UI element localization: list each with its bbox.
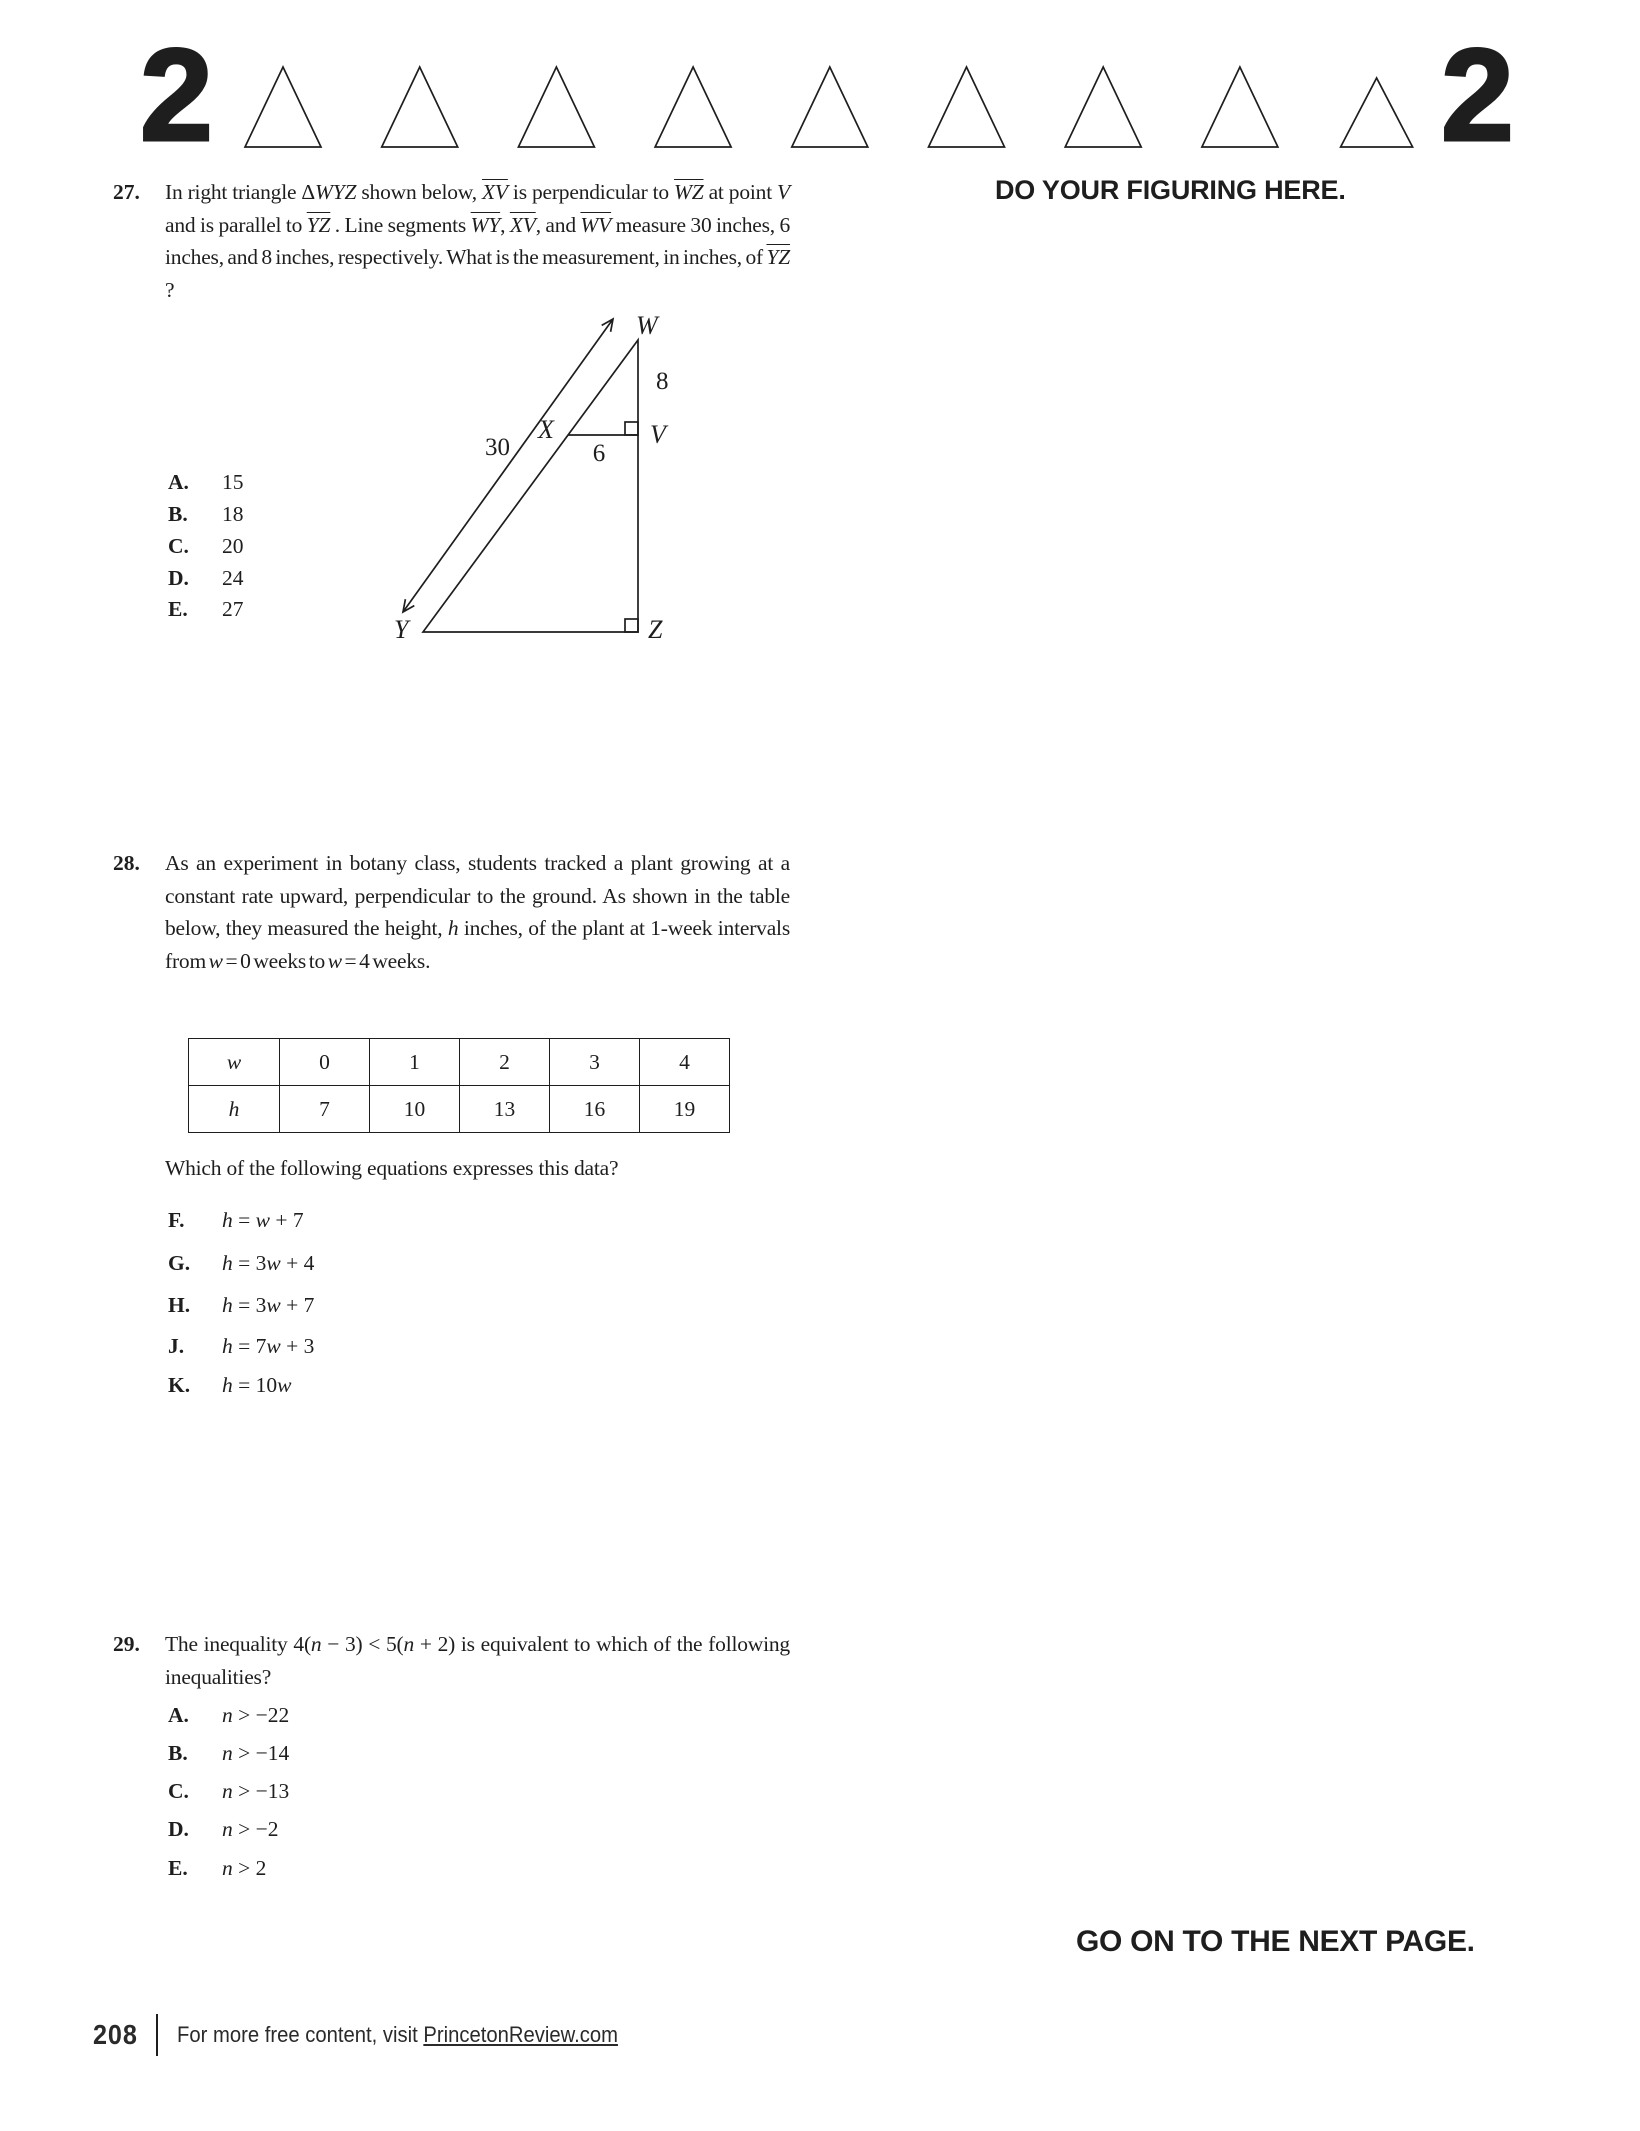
table-cell: 3 bbox=[550, 1039, 640, 1086]
triangle-icon bbox=[655, 67, 731, 147]
table-row bbox=[189, 1039, 730, 1086]
length-label-xv: 6 bbox=[592, 440, 606, 467]
choice-label: F. bbox=[168, 1208, 185, 1232]
triangle-icon bbox=[1065, 67, 1141, 147]
choice-28-j bbox=[168, 1331, 314, 1361]
choice-value: 18 bbox=[222, 502, 244, 526]
choice-value: 15 bbox=[222, 470, 244, 494]
arrowhead-top bbox=[602, 319, 613, 332]
table-cell: 7 bbox=[280, 1086, 370, 1133]
table-cell: 4 bbox=[640, 1039, 730, 1086]
triangle-icon bbox=[245, 67, 321, 147]
choice-label: A. bbox=[168, 1703, 189, 1727]
vertex-label-v: V bbox=[650, 420, 666, 449]
measure-line-wy bbox=[403, 319, 613, 612]
right-angle-mark-z bbox=[625, 619, 638, 632]
table-cell: 0 bbox=[280, 1039, 370, 1086]
vertex-label-x: X bbox=[538, 415, 554, 444]
figuring-note: DO YOUR FIGURING HERE. bbox=[995, 175, 1346, 205]
choice-label: C. bbox=[168, 1779, 189, 1803]
choice-label: D. bbox=[168, 1817, 189, 1841]
choice-value: 27 bbox=[222, 597, 244, 621]
choice-value: h = 7w + 3 bbox=[222, 1334, 315, 1358]
triangle-row bbox=[0, 0, 1640, 170]
choice-29-e bbox=[168, 1853, 266, 1883]
choice-value: n > 2 bbox=[222, 1856, 267, 1880]
table-cell: 16 bbox=[550, 1086, 640, 1133]
choice-value: 24 bbox=[222, 566, 244, 590]
question-29-number: 29. bbox=[113, 1632, 140, 1656]
page-number: 208 bbox=[93, 2019, 138, 2050]
question-28-subquestion: Which of the following equations expresses this data? bbox=[165, 1156, 619, 1180]
choice-label: E. bbox=[168, 597, 188, 621]
triangle-icon bbox=[792, 67, 868, 147]
choice-29-c bbox=[168, 1776, 289, 1806]
choice-value: h = 3w + 7 bbox=[222, 1293, 315, 1317]
choice-29-d bbox=[168, 1814, 279, 1844]
choice-label: K. bbox=[168, 1373, 191, 1397]
table-header-w: w bbox=[189, 1039, 280, 1086]
question-29-prompt: The inequality 4(n − 3) < 5(n + 2) is equivalent to which of the following inequalities? bbox=[165, 1632, 790, 1689]
choice-27-b bbox=[168, 499, 244, 529]
table-header-h: h bbox=[189, 1086, 280, 1133]
choice-label: A. bbox=[168, 470, 189, 494]
table-cell: 13 bbox=[460, 1086, 550, 1133]
choice-label: C. bbox=[168, 534, 189, 558]
choice-28-k bbox=[168, 1370, 291, 1400]
choice-28-f bbox=[168, 1205, 304, 1235]
choice-value: n > −2 bbox=[222, 1817, 279, 1841]
page-footer bbox=[93, 2014, 656, 2056]
triangle-outline bbox=[423, 340, 638, 632]
footer-note bbox=[177, 2022, 618, 2048]
section-numeral-left: 2 bbox=[140, 21, 210, 168]
question-27-number: 27. bbox=[113, 180, 140, 204]
choice-28-g bbox=[168, 1248, 314, 1278]
choice-value: h = w + 7 bbox=[222, 1208, 304, 1232]
choice-label: B. bbox=[168, 1741, 188, 1765]
choice-value: 20 bbox=[222, 534, 244, 558]
plant-height-table bbox=[188, 1038, 730, 1133]
arrowhead-bottom bbox=[403, 599, 414, 612]
length-label-wy: 30 bbox=[485, 434, 510, 461]
triangle-icon bbox=[1341, 78, 1413, 147]
choice-value: h = 3w + 4 bbox=[222, 1251, 315, 1275]
choice-29-b bbox=[168, 1738, 289, 1768]
choice-label: G. bbox=[168, 1251, 191, 1275]
table-row bbox=[189, 1086, 730, 1133]
choice-29-a bbox=[168, 1700, 289, 1730]
triangle-icon bbox=[382, 67, 458, 147]
vertex-label-z: Z bbox=[648, 615, 663, 644]
choice-label: H. bbox=[168, 1293, 191, 1317]
section-numeral-right: 2 bbox=[1441, 21, 1511, 168]
choice-value: n > −13 bbox=[222, 1779, 290, 1803]
vertex-label-w: W bbox=[636, 311, 658, 340]
choice-value: h = 10w bbox=[222, 1373, 292, 1397]
triangle-icon bbox=[929, 67, 1005, 147]
vertex-label-y: Y bbox=[394, 615, 409, 644]
table-cell: 1 bbox=[370, 1039, 460, 1086]
choice-label: E. bbox=[168, 1856, 188, 1880]
question-27-figure bbox=[380, 300, 690, 660]
choice-27-d bbox=[168, 563, 244, 593]
table-cell: 2 bbox=[460, 1039, 550, 1086]
choice-value: n > −22 bbox=[222, 1703, 290, 1727]
choice-label: J. bbox=[168, 1334, 185, 1358]
table-cell: 10 bbox=[370, 1086, 460, 1133]
triangle-icon bbox=[1202, 67, 1278, 147]
choice-value: n > −14 bbox=[222, 1741, 290, 1765]
choice-label: D. bbox=[168, 566, 189, 590]
question-27-prompt: In right triangle ΔWYZ shown below, $\overline{XV}$ is perpendicular to $\overline{WZ}$ at point V and is parallel to $\overline{YZ}$ . Line segments $\overline{WY}$, $\overline{XV}$, and $\overline{WV}$ measure 30 inches, 6 inches, and 8 inches, respectively. What is the measurement, in inches, of $\overline{YZ}$ ? bbox=[165, 180, 791, 302]
table-cell: 19 bbox=[640, 1086, 730, 1133]
triangle-icon bbox=[518, 67, 594, 147]
length-label-wv: 8 bbox=[656, 368, 669, 395]
question-28-number: 28. bbox=[113, 851, 140, 875]
right-angle-mark-v bbox=[625, 422, 638, 435]
princeton-review-link[interactable]: PrincetonReview.com bbox=[423, 2022, 618, 2047]
choice-27-a bbox=[168, 467, 244, 497]
choice-27-c bbox=[168, 531, 244, 561]
question-28-prompt: As an experiment in botany class, students tracked a plant growing at a constant rate upward, perpendicular to the ground. As shown in the table below, they measured the height, h inches, of the plant at 1-week intervals from w = 0 weeks to w = 4 weeks. bbox=[165, 851, 790, 973]
choice-label: B. bbox=[168, 502, 188, 526]
go-on-instruction: GO ON TO THE NEXT PAGE. bbox=[1076, 1925, 1475, 1958]
footer-note-text: For more free content, visit bbox=[176, 2022, 424, 2047]
choice-28-h bbox=[168, 1290, 314, 1320]
footer-divider bbox=[156, 2014, 158, 2056]
choice-27-e bbox=[168, 594, 244, 624]
